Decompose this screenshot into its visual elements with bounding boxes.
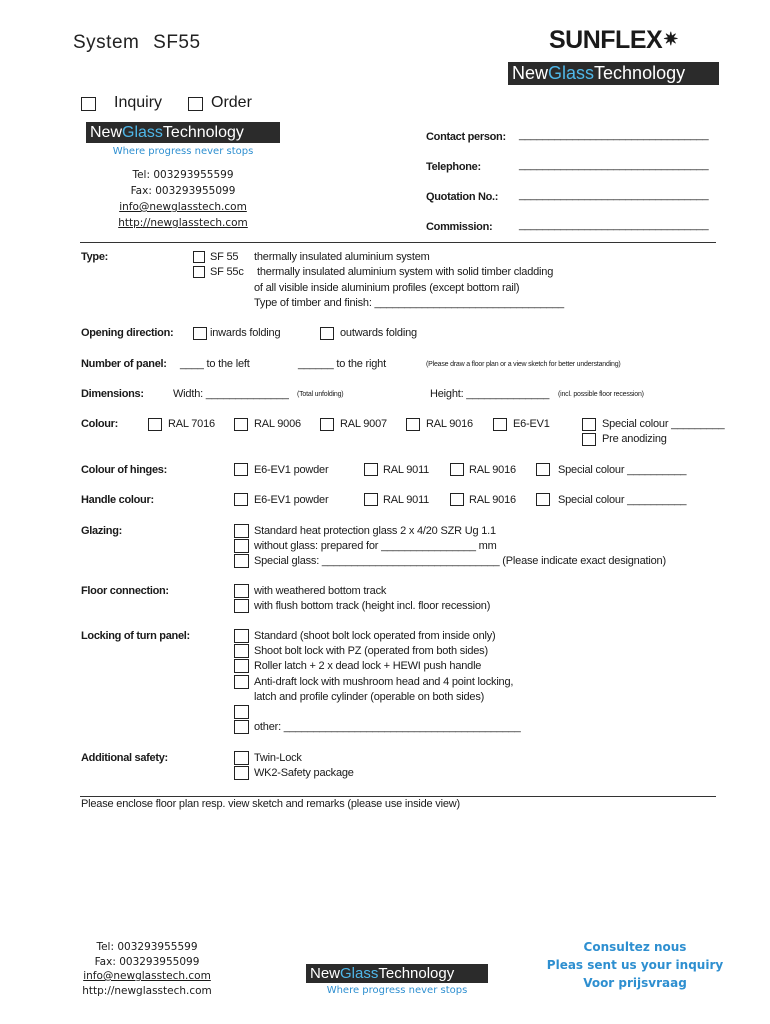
locking-pz-label: Shoot bolt lock with PZ (operated from both sides) [254, 645, 488, 657]
commission-field[interactable]: ________________________________ [519, 219, 709, 231]
glazing-without-checkbox[interactable] [234, 539, 249, 553]
telephone-label: Telephone: [426, 161, 481, 173]
handle-ral9011-checkbox[interactable] [364, 493, 378, 506]
glazing-special-field[interactable]: Special glass: ______________________________ (Please indicate exact designation) [254, 555, 666, 567]
locking-antidraft-label: Anti-draft lock with mushroom head and 4 point locking, [254, 676, 514, 688]
special-colour-checkbox[interactable] [582, 418, 596, 431]
logo-technology: Technology [378, 965, 455, 982]
locking-antidraft-label-2: latch and profile cylinder (operable on both sides) [254, 691, 485, 703]
logo-glass: Glass [548, 63, 595, 83]
telephone-field[interactable]: ________________________________ [519, 159, 709, 171]
order-checkbox[interactable] [188, 97, 203, 111]
contact-person-field[interactable]: ________________________________ [519, 129, 709, 141]
footer-tel: Tel: 003293955599 [96, 941, 198, 953]
top-divider [80, 242, 716, 243]
cta-consultez: Consultez nous [583, 940, 687, 954]
hinges-label: Colour of hinges: [81, 464, 167, 476]
safety-label: Additional safety: [81, 752, 168, 764]
floor-weathered-checkbox[interactable] [234, 584, 249, 598]
footer-ngt-logo [306, 964, 488, 983]
enclose-note: Please enclose floor plan resp. view sketch and remarks (please use inside view) [81, 798, 460, 810]
wk2-checkbox[interactable] [234, 766, 249, 780]
system-name: SF55 [153, 32, 201, 53]
ral7016-checkbox[interactable] [148, 418, 162, 431]
dimensions-label: Dimensions: [81, 388, 144, 400]
ral9007-checkbox[interactable] [320, 418, 334, 431]
ral9007-label: RAL 9007 [340, 418, 387, 430]
e6ev1-label: E6-EV1 [513, 418, 550, 430]
cta-prijsvraag: Voor prijsvraag [583, 976, 687, 990]
width-field[interactable]: Width: ______________ [173, 388, 289, 400]
locking-roller-checkbox[interactable] [234, 659, 249, 673]
outwards-checkbox[interactable] [320, 327, 334, 340]
wk2-label: WK2-Safety package [254, 767, 354, 779]
company-email-link[interactable]: info@newglasstech.com [119, 201, 247, 213]
ral9016-label: RAL 9016 [426, 418, 473, 430]
hinges-special-checkbox[interactable] [536, 463, 550, 476]
handle-ral9011-label: RAL 9011 [383, 494, 430, 506]
panels-right-field[interactable]: ______ to the right [298, 358, 386, 370]
sf55c-checkbox[interactable] [193, 266, 205, 278]
special-colour-field[interactable]: Special colour _________ [602, 418, 725, 430]
logo-glass: Glass [340, 965, 379, 982]
footer-cta [540, 938, 730, 992]
company-contact [86, 167, 280, 231]
handle-special-field[interactable]: Special colour __________ [558, 494, 687, 506]
handle-label: Handle colour: [81, 494, 154, 506]
company-fax: Fax: 003293955099 [130, 185, 236, 197]
sf55c-label: SF 55c [210, 266, 244, 278]
locking-antidraft-checkbox[interactable] [234, 675, 249, 689]
bottom-divider [80, 796, 716, 797]
e6ev1-checkbox[interactable] [493, 418, 507, 431]
company-logo [86, 122, 280, 143]
sf55-checkbox[interactable] [193, 251, 205, 263]
hinges-e6-label: E6-EV1 powder [254, 464, 329, 476]
system-title [73, 32, 201, 54]
company-slogan: Where progress never stops [112, 146, 254, 157]
inwards-label: inwards folding [210, 327, 281, 339]
twinlock-checkbox[interactable] [234, 751, 249, 765]
timber-field[interactable]: Type of timber and finish: ________________________________ [254, 297, 564, 309]
hinges-ral9011-checkbox[interactable] [364, 463, 378, 476]
handle-ral9016-checkbox[interactable] [450, 493, 464, 506]
footer-fax: Fax: 003293955099 [94, 955, 200, 968]
inquiry-checkbox[interactable] [81, 97, 96, 111]
glazing-standard-label: Standard heat protection glass 2 x 4/20 SZR Ug 1.1 [254, 525, 496, 537]
glazing-label: Glazing: [81, 525, 122, 537]
company-tel: Tel: 003293955599 [132, 169, 234, 181]
colour-label: Colour: [81, 418, 119, 430]
anodizing-checkbox[interactable] [582, 433, 596, 446]
handle-special-checkbox[interactable] [536, 493, 550, 506]
opening-label: Opening direction: [81, 327, 174, 339]
ral7016-label: RAL 7016 [168, 418, 215, 430]
footer-email-link[interactable]: info@newglasstech.com [83, 970, 211, 982]
logo-technology: Technology [162, 124, 244, 141]
handle-ral9016-label: RAL 9016 [469, 494, 516, 506]
type-label: Type: [81, 251, 109, 263]
logo-new: New [90, 124, 123, 141]
hinges-special-field[interactable]: Special colour __________ [558, 464, 687, 476]
floor-flush-label: with flush bottom track (height incl. floor recession) [254, 600, 491, 612]
quotation-label: Quotation No.: [426, 191, 499, 203]
panels-note: (Please draw a floor plan or a view sketch for better understanding) [426, 361, 621, 368]
glazing-without-field[interactable]: without glass: prepared for ________________ mm [254, 540, 497, 552]
company-web-link[interactable]: http://newglasstech.com [118, 217, 248, 229]
quotation-field[interactable]: ________________________________ [519, 189, 709, 201]
system-prefix: System [73, 32, 140, 53]
hinges-ral9011-label: RAL 9011 [383, 464, 430, 476]
sf55c-desc-2: of all visible inside aluminium profiles (except bottom rail) [254, 282, 520, 294]
locking-roller-label: Roller latch + 2 x dead lock + HEWI push handle [254, 660, 482, 672]
footer-web[interactable]: http://newglasstech.com [82, 984, 212, 997]
twinlock-label: Twin-Lock [254, 752, 302, 764]
ral9016-checkbox[interactable] [406, 418, 420, 431]
floor-label: Floor connection: [81, 585, 169, 597]
floor-weathered-label: with weathered bottom track [254, 585, 387, 597]
locking-pz-checkbox[interactable] [234, 644, 249, 658]
sf55-desc: thermally insulated aluminium system [254, 251, 430, 263]
commission-label: Commission: [426, 221, 493, 233]
header-ngt-logo [508, 62, 719, 85]
sf55c-desc: thermally insulated aluminium system with solid timber cladding [257, 266, 554, 278]
locking-other-checkbox[interactable] [234, 720, 249, 734]
height-field[interactable]: Height: ______________ [430, 388, 550, 400]
footer-contact [60, 940, 234, 998]
ral9006-label: RAL 9006 [254, 418, 301, 430]
glazing-standard-checkbox[interactable] [234, 524, 249, 538]
footer-slogan: Where progress never stops [326, 985, 468, 996]
width-note: (Total unfolding) [297, 391, 344, 398]
locking-blank-checkbox[interactable] [234, 705, 249, 719]
locking-standard-label: Standard (shoot bolt lock operated from inside only) [254, 630, 496, 642]
outwards-label: outwards folding [340, 327, 417, 339]
anodizing-label: Pre anodizing [602, 433, 667, 445]
logo-technology: Technology [594, 63, 686, 83]
locking-label: Locking of turn panel: [81, 630, 190, 642]
handle-e6-checkbox[interactable] [234, 493, 248, 506]
contact-person-label: Contact person: [426, 131, 506, 143]
height-note: (incl. possible floor recession) [558, 391, 644, 398]
order-label: Order [211, 94, 252, 111]
sf55-label: SF 55 [210, 251, 239, 263]
cta-inquiry: Pleas sent us your inquiry [546, 958, 724, 972]
hinges-e6-checkbox[interactable] [234, 463, 248, 476]
hinges-ral9016-label: RAL 9016 [469, 464, 516, 476]
glazing-special-checkbox[interactable] [234, 554, 249, 568]
logo-new: New [512, 63, 549, 83]
panels-label: Number of panel: [81, 358, 167, 370]
logo-glass: Glass [122, 124, 163, 141]
hinges-ral9016-checkbox[interactable] [450, 463, 464, 476]
handle-e6-label: E6-EV1 powder [254, 494, 329, 506]
sunflex-logo [549, 26, 678, 55]
logo-new: New [310, 965, 341, 982]
inquiry-label: Inquiry [114, 94, 163, 111]
locking-standard-checkbox[interactable] [234, 629, 249, 643]
panels-left-field[interactable]: ____ to the left [180, 358, 250, 370]
floor-flush-checkbox[interactable] [234, 599, 249, 613]
locking-other-field[interactable]: other: ________________________________________ [254, 721, 521, 733]
inwards-checkbox[interactable] [193, 327, 207, 340]
sunflex-star-icon: ✷ [663, 29, 678, 49]
sunflex-brand-text: SUNFLEX [549, 26, 663, 54]
ral9006-checkbox[interactable] [234, 418, 248, 431]
